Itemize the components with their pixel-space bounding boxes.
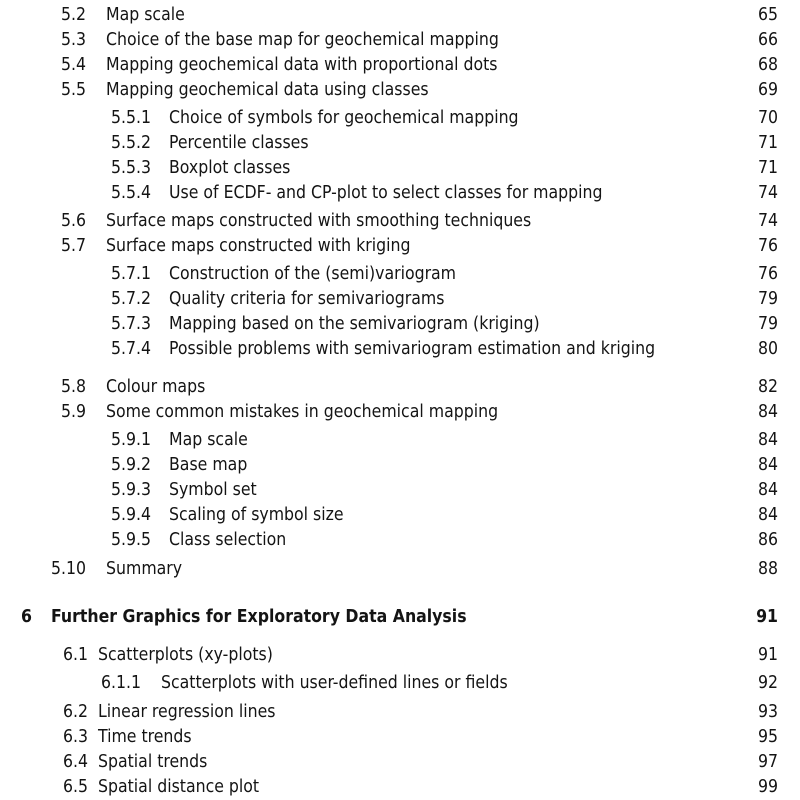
page-number: 91 xyxy=(756,607,778,627)
toc-entry[interactable] xyxy=(0,700,800,724)
toc-entry[interactable] xyxy=(0,400,800,424)
section-number: 5.7.1 xyxy=(110,264,151,284)
page-number: 76 xyxy=(757,264,778,284)
toc-entry[interactable] xyxy=(0,453,800,477)
page-number: 69 xyxy=(757,80,778,100)
page-number: 65 xyxy=(757,5,778,25)
section-title: Map scale xyxy=(106,5,185,25)
section-number: 6.1.1 xyxy=(100,673,141,693)
page-number: 79 xyxy=(757,289,778,309)
section-title: Scaling of symbol size xyxy=(169,505,344,525)
section-number: 6.4 xyxy=(62,752,88,772)
section-title: Quality criteria for semivariograms xyxy=(169,289,445,309)
section-number: 5.5.4 xyxy=(110,183,151,203)
section-title: Surface maps constructed with kriging xyxy=(106,236,411,256)
toc-entry[interactable] xyxy=(0,209,800,233)
section-number: 5.3 xyxy=(60,30,86,50)
section-title: Class selection xyxy=(169,530,287,550)
toc-entry[interactable] xyxy=(0,337,800,361)
toc-entry[interactable] xyxy=(0,725,800,749)
section-title: Boxplot classes xyxy=(169,158,291,178)
section-title: Scatterplots with user-defined lines or fields xyxy=(161,673,508,693)
page-number: 95 xyxy=(757,727,778,747)
section-number: 5.9.2 xyxy=(110,455,151,475)
section-title: Some common mistakes in geochemical mapping xyxy=(106,402,499,422)
page-number: 93 xyxy=(757,702,778,722)
section-number: 5.6 xyxy=(60,211,86,231)
toc-entry[interactable] xyxy=(0,643,800,667)
toc-entry[interactable] xyxy=(0,287,800,311)
toc-entry[interactable] xyxy=(0,3,800,27)
section-number: 5.7.2 xyxy=(110,289,151,309)
section-number: 6.2 xyxy=(62,702,88,722)
section-title: Choice of the base map for geochemical mapping xyxy=(106,30,499,50)
section-number: 5.5.2 xyxy=(110,133,151,153)
page-number: 84 xyxy=(757,505,778,525)
toc-entry[interactable] xyxy=(0,312,800,336)
section-number: 6.3 xyxy=(62,727,88,747)
section-number: 5.7.4 xyxy=(110,339,151,359)
toc-entry[interactable] xyxy=(0,750,800,774)
section-title: Mapping geochemical data with proportional dots xyxy=(106,55,498,75)
page-number: 70 xyxy=(757,108,778,128)
section-title: Use of ECDF- and CP-plot to select classes for mapping xyxy=(169,183,603,203)
chapter-number: 6 xyxy=(21,607,32,627)
toc-entry[interactable] xyxy=(0,28,800,52)
page-number: 84 xyxy=(757,455,778,475)
section-title: Percentile classes xyxy=(169,133,309,153)
section-title: Choice of symbols for geochemical mapping xyxy=(169,108,519,128)
toc-chapter-row[interactable] xyxy=(0,605,800,629)
toc-entry[interactable] xyxy=(0,131,800,155)
page-number: 84 xyxy=(757,402,778,422)
section-title: Possible problems with semivariogram estimation and kriging xyxy=(169,339,656,359)
chapter-title: Further Graphics for Exploratory Data Analysis xyxy=(51,607,467,627)
toc-entry[interactable] xyxy=(0,78,800,102)
section-title: Colour maps xyxy=(106,377,206,397)
section-number: 5.5.3 xyxy=(110,158,151,178)
page-number: 71 xyxy=(757,158,778,178)
page-number: 92 xyxy=(757,673,778,693)
section-number: 5.5.1 xyxy=(110,108,151,128)
toc-entry[interactable] xyxy=(0,775,800,799)
section-title: Time trends xyxy=(98,727,192,747)
section-title: Linear regression lines xyxy=(98,702,276,722)
section-title: Spatial distance plot xyxy=(98,777,260,797)
section-number: 5.7 xyxy=(60,236,86,256)
page-number: 68 xyxy=(757,55,778,75)
toc-entry[interactable] xyxy=(0,156,800,180)
section-title: Summary xyxy=(106,559,183,579)
page-number: 86 xyxy=(757,530,778,550)
section-number: 5.10 xyxy=(50,559,86,579)
toc-entry[interactable] xyxy=(0,181,800,205)
section-title: Surface maps constructed with smoothing techniques xyxy=(106,211,532,231)
section-title: Symbol set xyxy=(169,480,257,500)
toc-entry[interactable] xyxy=(0,478,800,502)
section-title: Mapping based on the semivariogram (kriging) xyxy=(169,314,540,334)
page-number: 79 xyxy=(757,314,778,334)
section-number: 5.9.1 xyxy=(110,430,151,450)
toc-entry[interactable] xyxy=(0,428,800,452)
toc-entry[interactable] xyxy=(0,234,800,258)
toc-entry[interactable] xyxy=(0,106,800,130)
page-number: 88 xyxy=(757,559,778,579)
page-number: 71 xyxy=(757,133,778,153)
toc-entry[interactable] xyxy=(0,53,800,77)
page-number: 76 xyxy=(757,236,778,256)
toc-entry[interactable] xyxy=(0,375,800,399)
page-number: 84 xyxy=(757,480,778,500)
section-number: 5.7.3 xyxy=(110,314,151,334)
page-number: 84 xyxy=(757,430,778,450)
section-number: 5.4 xyxy=(60,55,86,75)
toc-entry[interactable] xyxy=(0,528,800,552)
toc-entry[interactable] xyxy=(0,557,800,581)
toc-entry[interactable] xyxy=(0,671,800,695)
section-number: 5.9.4 xyxy=(110,505,151,525)
section-title: Scatterplots (xy-plots) xyxy=(98,645,273,665)
toc-entry[interactable] xyxy=(0,503,800,527)
page-number: 74 xyxy=(757,211,778,231)
clipped-previous-line xyxy=(105,0,525,2)
page-number: 66 xyxy=(757,30,778,50)
section-number: 5.9 xyxy=(60,402,86,422)
section-number: 5.8 xyxy=(60,377,86,397)
section-number: 6.5 xyxy=(62,777,88,797)
toc-entry[interactable] xyxy=(0,262,800,286)
section-title: Map scale xyxy=(169,430,248,450)
page-number: 82 xyxy=(757,377,778,397)
page-number: 91 xyxy=(757,645,778,665)
page-number: 97 xyxy=(757,752,778,772)
section-number: 5.9.3 xyxy=(110,480,151,500)
section-title: Mapping geochemical data using classes xyxy=(106,80,429,100)
section-title: Base map xyxy=(169,455,248,475)
page-number: 99 xyxy=(757,777,778,797)
page-number: 74 xyxy=(757,183,778,203)
section-number: 5.2 xyxy=(60,5,86,25)
section-title: Construction of the (semi)variogram xyxy=(169,264,457,284)
section-number: 5.9.5 xyxy=(110,530,151,550)
section-title: Spatial trends xyxy=(98,752,208,772)
section-number: 5.5 xyxy=(60,80,86,100)
section-number: 6.1 xyxy=(62,645,88,665)
page-number: 80 xyxy=(757,339,778,359)
